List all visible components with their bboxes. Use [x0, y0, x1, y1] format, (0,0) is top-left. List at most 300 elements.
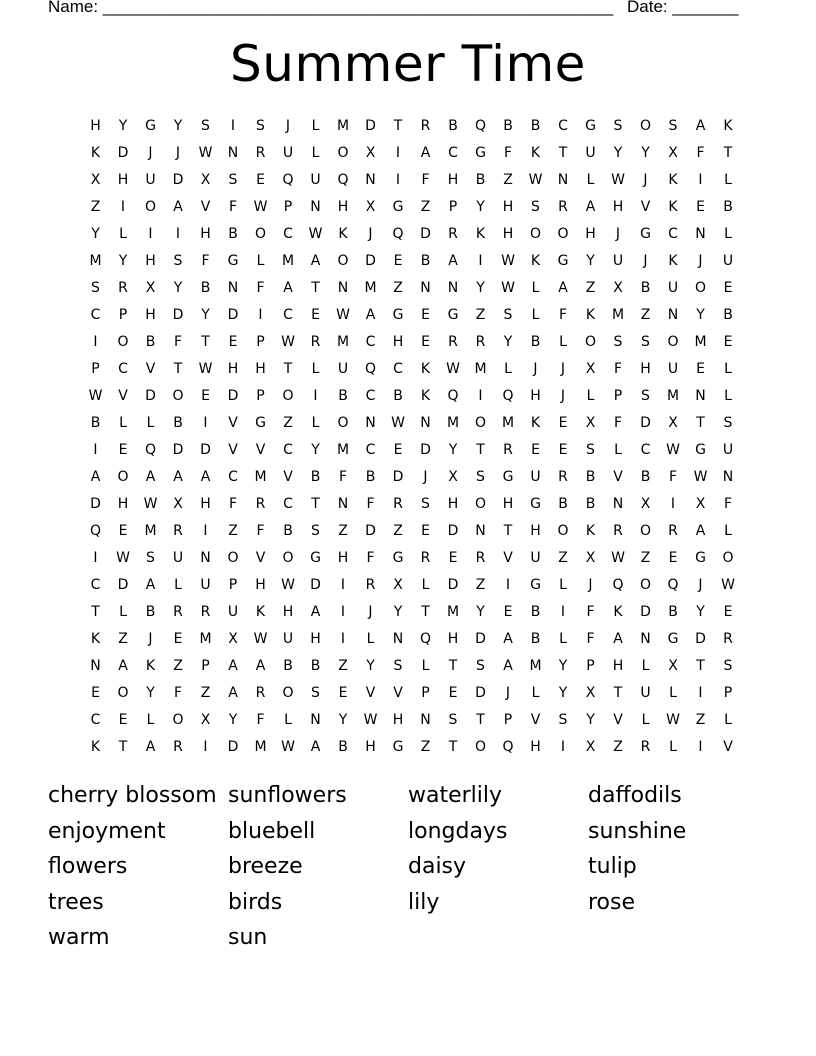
grid-letter: N — [365, 172, 377, 188]
grid-letter: E — [558, 415, 568, 431]
grid-letter: B — [723, 199, 734, 215]
grid-letter: Y — [146, 685, 156, 701]
grid-letter: U — [282, 145, 294, 161]
grid-letter: A — [173, 469, 184, 485]
grid-letter: Q — [144, 442, 157, 458]
word-list-item: daisy — [408, 854, 467, 880]
grid-letter: O — [584, 334, 597, 350]
grid-letter: L — [724, 361, 733, 377]
grid-letter: A — [310, 739, 321, 755]
grid-letter: H — [200, 226, 212, 242]
grid-letter: B — [393, 388, 404, 404]
grid-letter: I — [560, 604, 566, 620]
grid-letter: B — [530, 631, 541, 647]
grid-letter: D — [172, 172, 184, 188]
grid-letter: O — [227, 550, 240, 566]
grid-letter: Y — [558, 685, 568, 701]
grid-letter: N — [420, 712, 432, 728]
grid-letter: Y — [558, 658, 568, 674]
page-title: Summer Time — [230, 35, 586, 93]
grid-letter: O — [254, 226, 267, 242]
grid-letter: W — [116, 550, 131, 566]
grid-letter: I — [560, 739, 566, 755]
grid-letter: U — [612, 253, 624, 269]
grid-letter: H — [447, 172, 459, 188]
grid-letter: H — [365, 739, 377, 755]
grid-letter: S — [146, 550, 156, 566]
grid-letter: T — [448, 739, 458, 755]
grid-letter: F — [613, 415, 623, 431]
grid-letter: D — [640, 415, 652, 431]
grid-letter: D — [117, 145, 129, 161]
grid-letter: E — [696, 361, 706, 377]
grid-letter: B — [503, 118, 514, 134]
grid-letter: B — [640, 280, 651, 296]
grid-letter: U — [722, 442, 734, 458]
grid-letter: C — [283, 442, 294, 458]
grid-letter: K — [90, 631, 101, 647]
grid-letter: Q — [447, 388, 460, 404]
grid-letter: E — [723, 604, 733, 620]
grid-letter: W — [611, 550, 626, 566]
grid-letter: D — [117, 577, 129, 593]
grid-letter: X — [585, 415, 596, 431]
grid-letter: E — [448, 550, 458, 566]
word-list-item: flowers — [48, 854, 128, 880]
grid-letter: H — [117, 496, 129, 512]
grid-letter: R — [173, 739, 184, 755]
grid-letter: L — [284, 712, 293, 728]
grid-letter: W — [666, 712, 681, 728]
grid-letter: I — [230, 118, 236, 134]
grid-letter: L — [174, 577, 183, 593]
grid-letter: O — [639, 577, 652, 593]
grid-letter: A — [503, 658, 514, 674]
grid-letter: J — [643, 253, 649, 269]
grid-letter: N — [310, 199, 322, 215]
grid-letter: S — [668, 118, 678, 134]
grid-letter: S — [91, 280, 101, 296]
grid-letter: I — [395, 172, 401, 188]
grid-letter: Y — [476, 604, 486, 620]
grid-letter: L — [586, 388, 595, 404]
grid-letter: X — [640, 496, 651, 512]
grid-letter: F — [201, 253, 211, 269]
grid-letter: C — [393, 361, 404, 377]
grid-letter: E — [311, 307, 321, 323]
grid-letter: F — [256, 712, 266, 728]
grid-letter: Q — [337, 172, 350, 188]
word-list-item: rose — [588, 889, 636, 915]
grid-letter: V — [640, 199, 651, 215]
grid-letter: R — [613, 523, 624, 539]
grid-letter: S — [613, 118, 623, 134]
grid-letter: E — [338, 685, 348, 701]
grid-letter: V — [283, 469, 294, 485]
grid-letter: G — [255, 415, 267, 431]
grid-letter: L — [531, 685, 540, 701]
grid-letter: L — [366, 631, 375, 647]
grid-letter: M — [611, 307, 625, 323]
grid-letter: A — [173, 199, 184, 215]
grid-letter: F — [668, 469, 678, 485]
grid-letter: T — [696, 415, 706, 431]
grid-letter: A — [613, 631, 624, 647]
grid-letter: I — [698, 172, 704, 188]
grid-letter: J — [698, 577, 704, 593]
grid-letter: Z — [475, 307, 486, 323]
grid-letter: M — [694, 334, 708, 350]
grid-letter: F — [586, 631, 596, 647]
grid-letter: B — [530, 604, 541, 620]
word-search-grid — [82, 113, 742, 761]
grid-letter: D — [365, 253, 377, 269]
grid-letter: R — [420, 550, 431, 566]
grid-letter: W — [391, 415, 406, 431]
grid-letter: I — [478, 388, 484, 404]
grid-letter: E — [503, 604, 513, 620]
grid-letter: E — [256, 172, 266, 188]
grid-letter: X — [695, 496, 706, 512]
grid-letter: I — [93, 550, 99, 566]
grid-letter: Q — [474, 118, 487, 134]
grid-letter: S — [641, 388, 651, 404]
grid-letter: L — [531, 280, 540, 296]
grid-letter: X — [90, 172, 101, 188]
grid-letter: Z — [200, 685, 211, 701]
grid-letter: K — [723, 118, 734, 134]
grid-letter: E — [421, 307, 431, 323]
grid-letter: P — [283, 199, 293, 215]
grid-letter: X — [393, 577, 404, 593]
grid-letter: P — [228, 577, 238, 593]
grid-letter: M — [666, 388, 680, 404]
grid-letter: Q — [502, 739, 515, 755]
grid-letter: F — [173, 685, 183, 701]
grid-letter: Y — [393, 604, 403, 620]
grid-letter: I — [395, 145, 401, 161]
grid-letter: X — [585, 550, 596, 566]
grid-letter: G — [475, 145, 487, 161]
grid-letter: K — [530, 253, 541, 269]
grid-letter: Z — [558, 550, 569, 566]
word-list-item: lily — [408, 889, 440, 915]
grid-letter: S — [586, 442, 596, 458]
grid-letter: R — [640, 739, 651, 755]
grid-letter: U — [530, 469, 542, 485]
grid-letter: G — [695, 442, 707, 458]
grid-letter: X — [668, 658, 679, 674]
grid-letter: Q — [612, 577, 625, 593]
grid-letter: O — [282, 685, 295, 701]
grid-letter: I — [670, 496, 676, 512]
word-list-item: cherry blossom — [48, 783, 217, 808]
grid-letter: W — [501, 253, 516, 269]
grid-letter: B — [585, 469, 596, 485]
grid-letter: D — [365, 523, 377, 539]
grid-letter: S — [723, 658, 733, 674]
grid-letter: T — [421, 604, 431, 620]
grid-letter: D — [227, 388, 239, 404]
grid-letter: V — [145, 361, 156, 377]
grid-letter: L — [724, 523, 733, 539]
grid-letter: Q — [419, 631, 432, 647]
grid-letter: A — [145, 739, 156, 755]
grid-letter: N — [612, 496, 624, 512]
grid-letter: D — [227, 307, 239, 323]
date-field: Date: _______ — [627, 0, 739, 16]
grid-letter: V — [613, 712, 624, 728]
grid-letter: H — [612, 199, 624, 215]
grid-letter: N — [420, 415, 432, 431]
grid-letter: W — [336, 307, 351, 323]
grid-letter: G — [530, 577, 542, 593]
grid-letter: J — [698, 253, 704, 269]
grid-letter: Y — [91, 226, 101, 242]
grid-letter: T — [118, 739, 128, 755]
grid-letter: Y — [476, 280, 486, 296]
grid-letter: N — [557, 172, 569, 188]
grid-letter: Y — [448, 442, 458, 458]
grid-letter: D — [420, 226, 432, 242]
grid-letter: Q — [282, 172, 295, 188]
grid-letter: X — [200, 712, 211, 728]
grid-letter: B — [145, 604, 156, 620]
grid-letter: S — [393, 658, 403, 674]
grid-letter: F — [586, 604, 596, 620]
grid-letter: I — [120, 199, 126, 215]
grid-letter: W — [308, 226, 323, 242]
grid-letter: S — [476, 658, 486, 674]
grid-letter: J — [423, 469, 429, 485]
grid-letter: F — [696, 145, 706, 161]
grid-letter: F — [173, 334, 183, 350]
grid-letter: E — [668, 550, 678, 566]
grid-letter: G — [640, 226, 652, 242]
grid-letter: T — [311, 496, 321, 512]
grid-letter: N — [667, 307, 679, 323]
grid-letter: B — [723, 307, 734, 323]
grid-letter: L — [641, 712, 650, 728]
grid-letter: H — [502, 496, 514, 512]
grid-letter: Y — [696, 307, 706, 323]
grid-letter: R — [475, 550, 486, 566]
grid-letter: S — [256, 118, 266, 134]
grid-letter: U — [667, 280, 679, 296]
grid-letter: F — [421, 172, 431, 188]
grid-letter: I — [175, 226, 181, 242]
grid-letter: O — [474, 739, 487, 755]
grid-letter: O — [282, 550, 295, 566]
grid-letter: U — [640, 685, 652, 701]
grid-letter: K — [475, 226, 486, 242]
grid-letter: H — [612, 658, 624, 674]
grid-letter: B — [338, 739, 349, 755]
grid-letter: W — [253, 631, 268, 647]
grid-letter: M — [474, 361, 488, 377]
grid-letter: S — [531, 199, 541, 215]
grid-letter: L — [146, 415, 155, 431]
grid-letter: B — [365, 469, 376, 485]
grid-letter: N — [365, 415, 377, 431]
grid-letter: J — [148, 631, 154, 647]
grid-letter: O — [144, 199, 157, 215]
grid-letter: K — [530, 145, 541, 161]
grid-letter: N — [447, 280, 459, 296]
grid-letter: K — [420, 388, 431, 404]
grid-letter: W — [721, 577, 736, 593]
grid-letter: Z — [640, 307, 651, 323]
grid-letter: G — [447, 307, 459, 323]
grid-letter: T — [448, 658, 458, 674]
grid-letter: N — [695, 226, 707, 242]
grid-letter: B — [310, 469, 321, 485]
grid-letter: T — [476, 442, 486, 458]
grid-letter: G — [145, 118, 157, 134]
grid-letter: R — [475, 334, 486, 350]
grid-letter: H — [337, 199, 349, 215]
grid-letter: B — [530, 334, 541, 350]
grid-letter: S — [558, 712, 568, 728]
grid-letter: W — [501, 280, 516, 296]
grid-letter: E — [421, 334, 431, 350]
grid-letter: S — [201, 118, 211, 134]
grid-letter: J — [175, 145, 181, 161]
grid-letter: E — [91, 685, 101, 701]
grid-letter: F — [256, 280, 266, 296]
grid-letter: W — [198, 361, 213, 377]
grid-letter: W — [88, 388, 103, 404]
grid-letter: L — [311, 118, 320, 134]
grid-letter: B — [283, 658, 294, 674]
grid-letter: J — [615, 226, 621, 242]
grid-letter: H — [530, 388, 542, 404]
grid-letter: K — [668, 172, 679, 188]
grid-letter: W — [281, 739, 296, 755]
grid-letter: B — [640, 469, 651, 485]
grid-letter: H — [530, 523, 542, 539]
grid-letter: S — [448, 712, 458, 728]
grid-letter: P — [256, 388, 266, 404]
grid-letter: I — [478, 253, 484, 269]
grid-letter: J — [368, 226, 374, 242]
grid-letter: U — [172, 550, 184, 566]
grid-letter: T — [91, 604, 101, 620]
grid-letter: L — [421, 658, 430, 674]
grid-letter: B — [200, 280, 211, 296]
grid-letter: B — [558, 496, 569, 512]
grid-letter: H — [117, 172, 129, 188]
grid-letter: U — [530, 550, 542, 566]
grid-letter: T — [696, 658, 706, 674]
grid-letter: J — [643, 172, 649, 188]
grid-letter: A — [145, 577, 156, 593]
grid-letter: C — [640, 442, 651, 458]
grid-letter: O — [337, 145, 350, 161]
word-list-item: trees — [48, 889, 104, 915]
grid-letter: D — [172, 442, 184, 458]
grid-letter: P — [201, 658, 211, 674]
grid-letter: K — [255, 604, 266, 620]
grid-letter: W — [666, 442, 681, 458]
grid-letter: Q — [502, 388, 515, 404]
grid-letter: O — [117, 685, 130, 701]
grid-letter: X — [668, 415, 679, 431]
grid-letter: G — [392, 550, 404, 566]
grid-letter: U — [585, 145, 597, 161]
grid-letter: L — [724, 172, 733, 188]
grid-letter: H — [145, 253, 157, 269]
grid-letter: R — [558, 469, 569, 485]
grid-letter: Y — [173, 280, 183, 296]
grid-letter: E — [558, 442, 568, 458]
grid-letter: D — [145, 388, 157, 404]
grid-letter: F — [503, 145, 513, 161]
grid-letter: C — [90, 712, 101, 728]
grid-letter: P — [448, 199, 458, 215]
grid-letter: Z — [283, 415, 294, 431]
grid-letter: Q — [392, 226, 405, 242]
grid-letter: S — [503, 307, 513, 323]
grid-letter: V — [228, 442, 239, 458]
grid-letter: E — [696, 199, 706, 215]
grid-letter: D — [90, 496, 102, 512]
grid-letter: S — [311, 685, 321, 701]
grid-letter: W — [281, 334, 296, 350]
grid-letter: O — [337, 253, 350, 269]
grid-letter: R — [365, 577, 376, 593]
grid-letter: S — [641, 334, 651, 350]
grid-letter: D — [695, 631, 707, 647]
grid-letter: D — [200, 442, 212, 458]
grid-letter: O — [557, 523, 570, 539]
grid-letter: O — [694, 280, 707, 296]
grid-letter: E — [201, 388, 211, 404]
grid-letter: T — [613, 685, 623, 701]
grid-letter: U — [310, 172, 322, 188]
grid-letter: E — [118, 712, 128, 728]
grid-letter: A — [448, 253, 459, 269]
grid-letter: P — [256, 334, 266, 350]
grid-letter: J — [560, 388, 566, 404]
grid-letter: V — [228, 415, 239, 431]
grid-letter: X — [145, 280, 156, 296]
grid-letter: O — [667, 334, 680, 350]
grid-letter: M — [336, 334, 350, 350]
grid-letter: I — [340, 631, 346, 647]
grid-letter: W — [198, 145, 213, 161]
grid-letter: Z — [338, 523, 349, 539]
grid-letter: V — [255, 550, 266, 566]
grid-letter: Z — [393, 523, 404, 539]
grid-letter: G — [392, 307, 404, 323]
grid-letter: A — [228, 658, 239, 674]
grid-letter: S — [476, 469, 486, 485]
grid-letter: H — [255, 361, 267, 377]
grid-letter: Z — [173, 658, 184, 674]
grid-letter: M — [336, 442, 350, 458]
grid-letter: B — [530, 118, 541, 134]
grid-letter: Y — [586, 253, 596, 269]
grid-letter: L — [119, 226, 128, 242]
grid-letter: B — [173, 415, 184, 431]
grid-letter: D — [310, 577, 322, 593]
grid-letter: L — [559, 631, 568, 647]
grid-letter: W — [253, 199, 268, 215]
grid-letter: M — [336, 118, 350, 134]
grid-letter: K — [613, 604, 624, 620]
grid-letter: K — [90, 145, 101, 161]
